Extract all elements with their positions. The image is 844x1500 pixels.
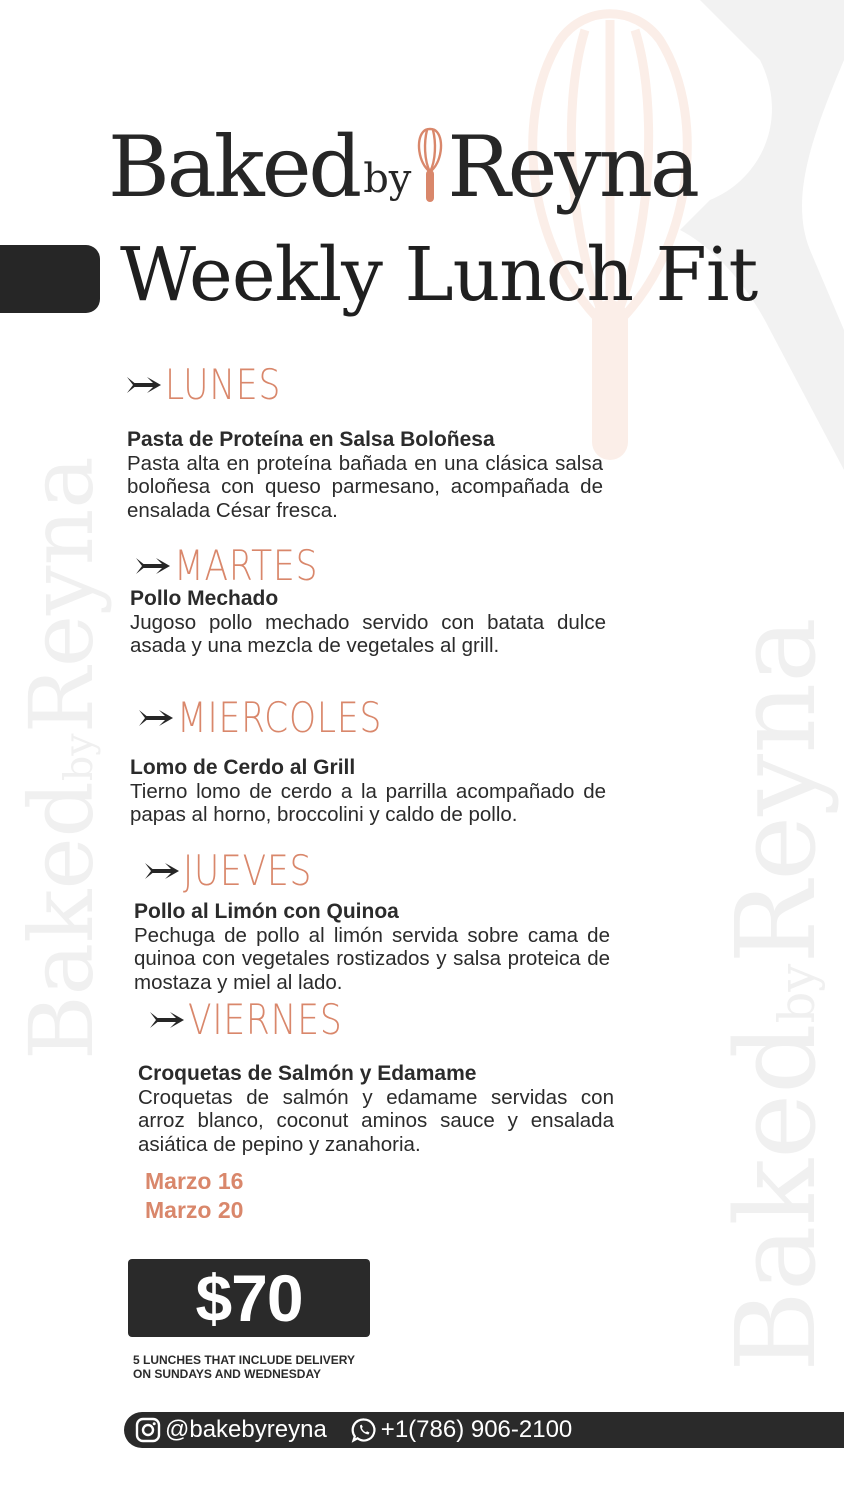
watermark-right-part3: Reyna	[712, 617, 840, 964]
dish-miercoles	[130, 756, 606, 827]
delivery-note	[133, 1353, 433, 1381]
dish-jueves	[134, 900, 610, 994]
watermark-left-part3: Reyna	[10, 456, 113, 734]
arrow-icon	[136, 556, 170, 576]
arrow-icon	[139, 708, 173, 728]
dish-martes	[130, 587, 606, 658]
watermark-left-part2: by	[56, 733, 102, 782]
instagram-contact[interactable]	[135, 1416, 327, 1444]
dish-title: Croquetas de Salmón y Edamame	[138, 1062, 477, 1085]
watermark-left-part1: Baked	[10, 781, 113, 1060]
watermark-right-part2: by	[768, 963, 826, 1024]
whisk-icon	[413, 126, 447, 204]
price: $70	[195, 1261, 303, 1335]
day-name: JUEVES	[183, 846, 313, 895]
day-name: MIERCOLES	[177, 693, 383, 742]
dish-title: Pasta de Proteína en Salsa Boloñesa	[127, 428, 495, 451]
date-start: Marzo 16	[145, 1168, 244, 1194]
watermark-left	[10, 456, 113, 1060]
delivery-note-line2: ON SUNDAYS AND WEDNESDAY	[133, 1367, 322, 1381]
whatsapp-icon	[351, 1417, 377, 1443]
whatsapp-contact[interactable]	[351, 1416, 572, 1444]
price-box	[128, 1259, 370, 1337]
day-header-miercoles	[139, 693, 427, 742]
day-header-lunes	[127, 360, 307, 409]
day-name: MARTES	[174, 541, 319, 590]
brand-logo	[108, 118, 697, 228]
arrow-icon	[127, 375, 161, 395]
dish-description: Jugoso pollo mechado servido con batata dulce asada y una mezcla de vegetales al grill.	[130, 610, 606, 657]
dish-description: Croquetas de salmón y edamame servidas con arroz blanco, coconut aminos sauce y ensalada asiática de pepino y zanahoria.	[138, 1085, 614, 1156]
instagram-handle: @bakebyreyna	[165, 1416, 327, 1443]
arrow-icon	[145, 861, 179, 881]
date-end: Marzo 20	[145, 1197, 244, 1223]
dish-viernes	[138, 1062, 614, 1156]
dish-description: Pasta alta en proteína bañada en una clásica salsa boloñesa con queso parmesano, acompañada de ensalada César fresca.	[127, 451, 603, 522]
dish-description: Pechuga de pollo al limón servida sobre cama de quinoa con vegetales rostizados y salsa proteica de mostaza y miel al lado.	[134, 923, 610, 994]
day-header-martes	[136, 541, 350, 590]
page-title: Weekly Lunch Fit	[120, 232, 758, 318]
dish-title: Lomo de Cerdo al Grill	[130, 756, 356, 779]
day-header-viernes	[150, 995, 376, 1044]
day-header-jueves	[145, 846, 341, 895]
day-name: LUNES	[165, 360, 282, 409]
day-name: VIERNES	[188, 995, 343, 1044]
watermark-right-part1: Baked	[712, 1023, 840, 1372]
brand-part2: by	[363, 156, 412, 202]
watermark-right	[712, 617, 840, 1372]
delivery-note-line1: 5 LUNCHES THAT INCLUDE DELIVERY	[133, 1353, 356, 1367]
brand-part1: Baked	[108, 118, 360, 216]
brand-part3: Reyna	[447, 118, 697, 216]
dish-lunes	[127, 428, 603, 522]
dish-title: Pollo al Limón con Quinoa	[134, 900, 399, 923]
dish-title: Pollo Mechado	[130, 587, 279, 610]
arrow-icon	[150, 1010, 184, 1030]
dish-description: Tierno lomo de cerdo a la parrilla acompañado de papas al horno, broccolini y caldo de pollo.	[130, 779, 606, 826]
instagram-icon	[135, 1417, 161, 1443]
contact-bar	[124, 1412, 844, 1448]
decorative-tab	[0, 245, 100, 313]
whatsapp-number: +1(786) 906-2100	[380, 1416, 573, 1443]
